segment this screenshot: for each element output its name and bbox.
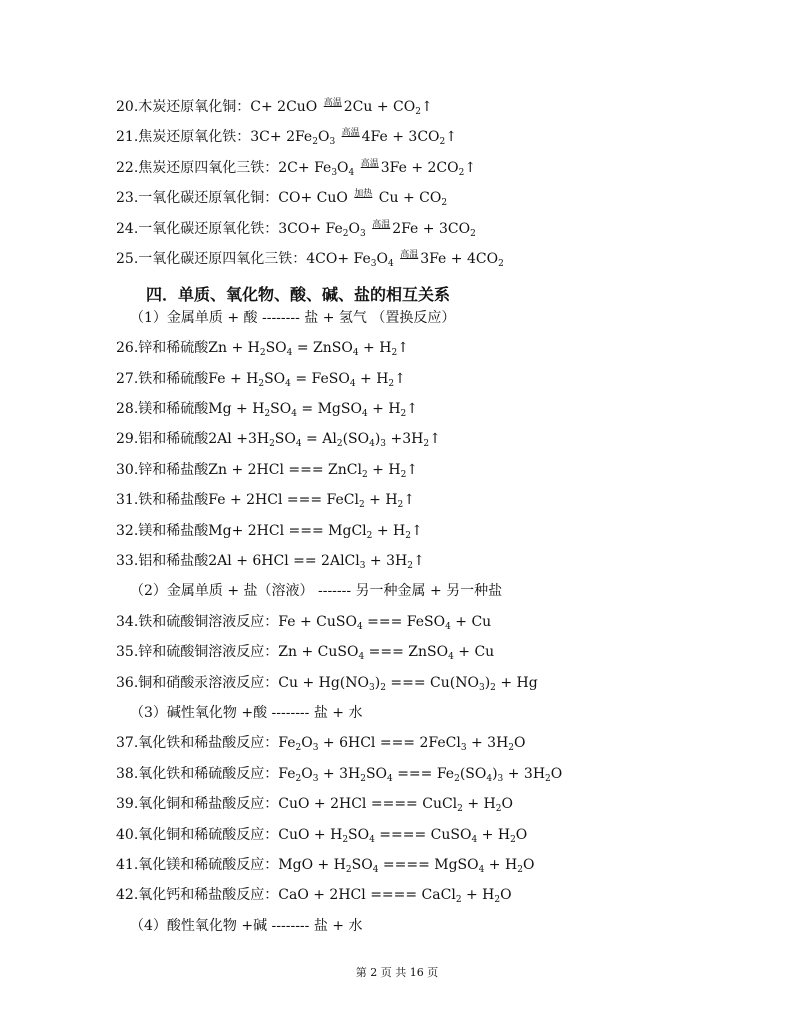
subscript: 4 xyxy=(369,835,375,845)
subscript: 2 xyxy=(312,137,318,147)
subscript: 2 xyxy=(345,865,352,875)
chemical-equation: $Zn + H_2SO_4$ = ZnSO$_4$ + $H_2↑$ xyxy=(208,340,409,358)
chemical-equation: $2Al +3H_2SO_4 = Al_2(SO_4)_3$ $+3H_2↑$ xyxy=(208,431,441,449)
subscript: 4 xyxy=(361,409,368,419)
reaction-name: 铝和稀硫酸 xyxy=(138,431,209,447)
subscript: 2 xyxy=(258,379,265,389)
reaction-name: 铝和稀盐酸 xyxy=(138,553,209,569)
reaction-name: 锌和硫酸铜溶液反应： xyxy=(138,644,279,660)
subscript: 2 xyxy=(405,531,411,541)
equation-number: 20. xyxy=(116,99,139,115)
equation-line xyxy=(116,154,476,178)
equation-number: 33. xyxy=(116,553,139,569)
reaction-name: 铜和硝酸汞溶液反应： xyxy=(138,675,279,691)
chemical-equation: $Cu + Hg(NO_3)_2$ === $Cu(NO_3)_2 + Hg$ xyxy=(278,675,538,693)
equation-number: 28. xyxy=(116,401,139,417)
subscript: 3 xyxy=(329,137,336,147)
equation-number: 41. xyxy=(116,857,139,873)
subscript: 3 xyxy=(312,774,319,784)
subscript: 4 xyxy=(348,168,355,178)
subscript: 2 xyxy=(455,895,462,905)
equation-line xyxy=(116,490,415,510)
subscript: 3 xyxy=(360,229,366,239)
equation-line xyxy=(116,460,418,480)
subscript: 2 xyxy=(415,107,421,117)
equation-line xyxy=(116,673,538,693)
chemical-equation: $Mg + H_2SO_4$ = MgSO$_4$ + $H_2↑$ xyxy=(208,401,418,419)
reaction-condition: 高温 xyxy=(400,250,419,260)
equation-number: 36. xyxy=(116,675,139,691)
subscript: 2 xyxy=(545,774,551,784)
subscript: 2 xyxy=(361,470,368,480)
subscript: 2 xyxy=(441,198,448,208)
subsection-heading: （3）碱性氧化物 +酸 -------- 盐 + 水 xyxy=(130,705,363,721)
subscript: 2 xyxy=(400,409,407,419)
subscript: 4 xyxy=(478,865,485,875)
subscript: 2 xyxy=(470,229,476,239)
chemical-equation: $2C+ Fe_3O_4$ 高温 $3Fe + 2CO_2↑$ xyxy=(278,160,476,176)
subscript: 3 xyxy=(370,259,377,269)
chemical-equation: Fe + CuSO$_4$ === FeSO$_4$ + Cu xyxy=(278,614,492,632)
equation-line xyxy=(116,93,433,117)
subscript: 2 xyxy=(269,439,275,449)
subscript: 2 xyxy=(380,683,386,693)
chemical-equation: $Fe + H_2SO_4$ = FeSO$_4$ + $H_2↑$ xyxy=(208,371,406,389)
equation-line xyxy=(116,551,425,571)
subscript: 4 xyxy=(291,409,297,419)
subscript: 4 xyxy=(358,652,365,662)
equation-number: 35. xyxy=(116,644,139,660)
equation-number: 42. xyxy=(116,887,139,903)
equation-number: 34. xyxy=(116,614,139,630)
equation-line xyxy=(116,369,406,389)
subscript: 4 xyxy=(372,865,379,875)
reaction-name: 铁和硫酸铜溶液反应： xyxy=(138,614,279,630)
subscript: 4 xyxy=(352,348,359,358)
reaction-name: 氧化铁和稀硫酸反应： xyxy=(138,766,279,782)
chemical-equation: $3CO+ Fe_2O_3$ 高温 $2Fe + 3CO_2$ xyxy=(278,221,476,237)
chemical-equation: CuO + 2HCl ==== CuCl$_2$ + $H_2O$ xyxy=(278,796,513,814)
reaction-name: 氧化铜和稀硫酸反应： xyxy=(138,827,279,843)
subscript: 2 xyxy=(366,531,373,541)
equation-line xyxy=(116,338,409,358)
subscript: 2 xyxy=(517,865,523,875)
equation-number: 21. xyxy=(116,129,139,145)
subscript: 2 xyxy=(400,470,407,480)
section-heading: 四．单质、氧化物、酸、碱、盐的相互关系 xyxy=(146,285,451,304)
reaction-name: 氧化镁和稀硫酸反应： xyxy=(138,857,279,873)
subscript: 2 xyxy=(490,683,496,693)
chemical-equation: Fe + 2HCl === FeCl$_2$ + $H_2↑$ xyxy=(208,492,415,510)
subsection-heading: （2）金属单质 + 盐（溶液） ------- 另一种金属 + 另一种盐 xyxy=(130,583,503,599)
subscript: 4 xyxy=(295,439,302,449)
equation-number: 30. xyxy=(116,462,139,478)
equation-line xyxy=(116,245,504,269)
subscript: 3 xyxy=(369,683,375,693)
equation-line xyxy=(116,215,476,239)
equation-line xyxy=(116,184,447,208)
subscript: 4 xyxy=(486,774,493,784)
equation-number: 37. xyxy=(116,735,139,751)
subscript: 3 xyxy=(478,683,485,693)
subscript: 3 xyxy=(331,168,338,178)
reaction-name: 焦炭还原氧化铁： xyxy=(138,129,251,145)
subscript: 2 xyxy=(259,348,266,358)
subscript: 4 xyxy=(349,379,356,389)
equation-line xyxy=(116,642,494,662)
subscript: 3 xyxy=(380,439,387,449)
reaction-condition: 高温 xyxy=(341,128,360,138)
equation-number: 23. xyxy=(116,190,139,206)
subscript: 4 xyxy=(285,379,291,389)
reaction-name: 镁和稀盐酸 xyxy=(138,523,209,539)
subscript: 4 xyxy=(448,652,454,662)
chemical-equation: 2Al + 6HCl == 2AlCl$_3$ + $3H_2↑$ xyxy=(208,553,425,571)
subscript: 2 xyxy=(358,500,365,510)
reaction-name: 锌和稀硫酸 xyxy=(138,340,209,356)
reaction-name: 锌和稀盐酸 xyxy=(138,462,209,478)
subscript: 4 xyxy=(286,348,293,358)
reaction-name: 焦炭还原四氧化三铁： xyxy=(138,160,279,176)
reaction-name: 木炭还原氧化铜： xyxy=(138,99,251,115)
chemical-equation: $3C+ 2Fe_2O_3$ 高温 $4Fe + 3CO_2↑$ xyxy=(250,129,457,145)
equation-line xyxy=(116,825,527,845)
chemical-equation: $4CO+ Fe_3O_4$ 高温 $3Fe + 4CO_2$ xyxy=(306,251,504,267)
subscript: 2 xyxy=(360,774,366,784)
subscript: 2 xyxy=(295,774,302,784)
equation-number: 24. xyxy=(116,221,139,237)
subscript: 4 xyxy=(445,622,451,632)
equation-line xyxy=(116,885,512,905)
subscript: 2 xyxy=(407,561,413,571)
reaction-name: 一氧化碳还原四氧化三铁： xyxy=(138,251,307,267)
reaction-name: 一氧化碳还原氧化铁： xyxy=(138,221,279,237)
reaction-name: 铁和稀盐酸 xyxy=(138,492,209,508)
reaction-name: 氧化钙和稀盐酸反应： xyxy=(138,887,279,903)
equation-number: 40. xyxy=(116,827,139,843)
equation-number: 25. xyxy=(116,251,139,267)
reaction-name: 氧化铁和稀盐酸反应： xyxy=(138,735,279,751)
subscript: 4 xyxy=(356,622,363,632)
equation-number: 29. xyxy=(116,431,139,447)
subscript: 4 xyxy=(369,439,375,449)
equation-line xyxy=(116,399,418,419)
equation-number: 26. xyxy=(116,340,139,356)
equation-line xyxy=(116,764,562,784)
reaction-name: 氧化铜和稀盐酸反应： xyxy=(138,796,279,812)
equation-line xyxy=(116,855,534,875)
chemical-equation: CO+ CuO 加热 $Cu + CO_2$ xyxy=(278,190,447,206)
subscript: 4 xyxy=(471,835,478,845)
equation-number: 27. xyxy=(116,371,139,387)
subscript: 2 xyxy=(439,137,446,147)
subscript: 3 xyxy=(497,774,504,784)
subscript: 3 xyxy=(460,743,467,753)
subscript: 2 xyxy=(423,439,430,449)
subscript: 2 xyxy=(397,500,404,510)
subscript: 3 xyxy=(359,561,366,571)
equation-line xyxy=(116,733,526,753)
chemical-equation: C+ 2CuO 高温 $2Cu + CO_2↑$ xyxy=(250,99,432,115)
chemical-equation: CuO + $H_2SO_4$ ==== CuSO$_4$ + $H_2O$ xyxy=(278,827,528,845)
reaction-condition: 高温 xyxy=(372,220,391,230)
subscript: 2 xyxy=(388,379,395,389)
subscript: 2 xyxy=(454,774,460,784)
chemical-equation: Zn + 2HCl === ZnCl$_2$ + $H_2↑$ xyxy=(208,462,419,480)
equation-line xyxy=(116,123,457,147)
chemical-equation: $Fe_2O_3 + 3H_2SO_4$ === $Fe_2(SO_4)_3 + 3H_2O$ xyxy=(278,766,563,784)
subscript: 3 xyxy=(312,743,319,753)
subscript: 4 xyxy=(387,774,393,784)
subscript: 2 xyxy=(264,409,271,419)
chemical-equation: Zn + CuSO$_4$ === ZnSO$_4$ + Cu xyxy=(278,644,495,662)
subscript: 2 xyxy=(508,743,515,753)
subscript: 2 xyxy=(458,168,465,178)
equation-line xyxy=(116,521,423,541)
subscript: 2 xyxy=(295,743,302,753)
chemical-equation: CaO + 2HCl ==== CaCl$_2$ + $H_2O$ xyxy=(278,887,512,905)
subscript: 2 xyxy=(494,895,501,905)
page-footer: 第 2 页 共 16 页 xyxy=(355,966,439,979)
equation-number: 32. xyxy=(116,523,139,539)
subscript: 2 xyxy=(510,835,516,845)
equation-number: 22. xyxy=(116,160,139,176)
equation-number: 31. xyxy=(116,492,139,508)
reaction-condition: 加热 xyxy=(354,189,373,199)
subscript: 2 xyxy=(336,439,343,449)
subscript: 2 xyxy=(457,804,463,814)
subscript: 2 xyxy=(495,804,502,814)
subscript: 2 xyxy=(498,259,504,269)
subscript: 2 xyxy=(342,835,349,845)
reaction-condition: 高温 xyxy=(360,159,379,169)
subscript: 2 xyxy=(342,229,349,239)
equation-number: 39. xyxy=(116,796,139,812)
equation-line xyxy=(116,612,491,632)
chemical-equation: $Fe_2O_3 + 6HCl$ === 2FeCl$_3$ + $3H_2O$ xyxy=(278,735,526,753)
chemical-equation: MgO + $H_2SO_4$ ==== MgSO$_4$ + $H_2O$ xyxy=(278,857,535,875)
subscript: 2 xyxy=(391,348,398,358)
equation-number: 38. xyxy=(116,766,139,782)
chemical-equation: Mg+ 2HCl === MgCl$_2$ + $H_2↑$ xyxy=(208,523,423,541)
equation-line xyxy=(116,429,441,449)
reaction-name: 铁和稀硫酸 xyxy=(138,371,209,387)
equation-line xyxy=(116,794,513,814)
subsection-heading: （1）金属单质 + 酸 -------- 盐 + 氢气 （置换反应） xyxy=(130,310,456,326)
subscript: 4 xyxy=(388,259,394,269)
reaction-condition: 高温 xyxy=(323,98,342,108)
reaction-name: 一氧化碳还原氧化铜： xyxy=(138,190,279,206)
reaction-name: 镁和稀硫酸 xyxy=(138,401,209,417)
subsection-heading: （4）酸性氧化物 +碱 -------- 盐 + 水 xyxy=(130,918,363,934)
